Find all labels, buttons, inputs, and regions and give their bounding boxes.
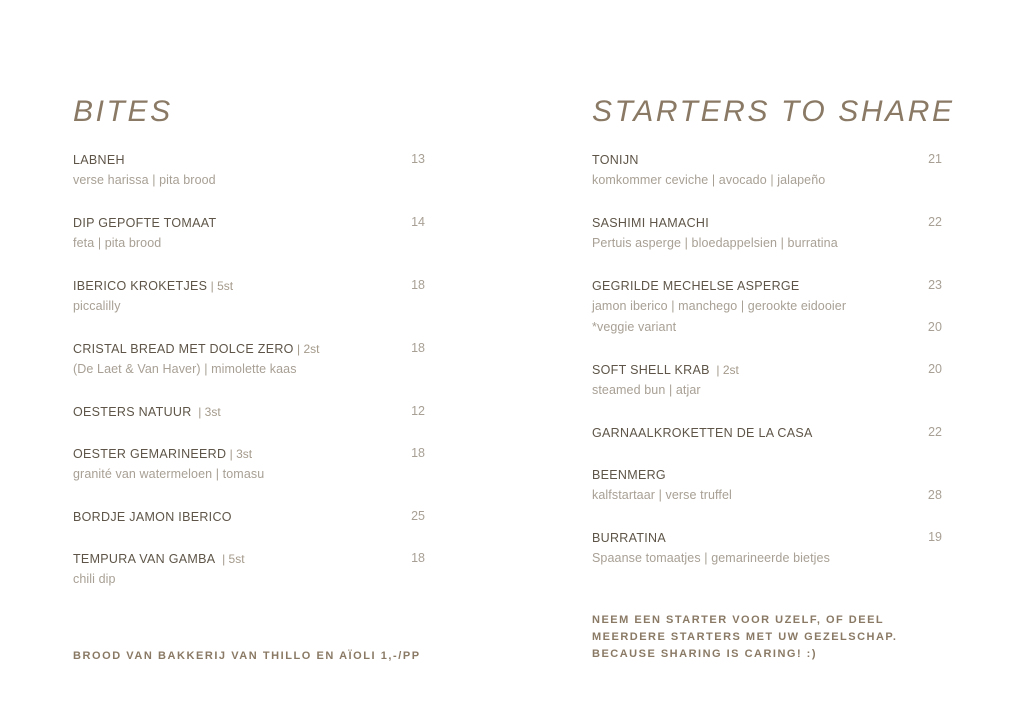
bites-heading: BITES <box>73 94 173 128</box>
item-price: 19 <box>928 530 942 544</box>
item-price: 14 <box>411 215 425 229</box>
item-price: 18 <box>411 278 425 292</box>
sharing-note <box>592 612 897 663</box>
item-name: TONIJN <box>592 153 639 167</box>
item-price: 23 <box>928 278 942 292</box>
item-name: BURRATINA <box>592 531 667 545</box>
menu-item <box>73 212 425 254</box>
starters-heading: STARTERS TO SHARE <box>592 94 955 128</box>
item-description: jamon iberico | manchego | gerookte eidooier <box>592 299 847 313</box>
item-price: 12 <box>411 404 425 418</box>
item-price: 20 <box>928 362 942 376</box>
item-name: IBERICO KROKETJES <box>73 279 208 293</box>
item-price: 28 <box>927 488 942 502</box>
item-price: 18 <box>411 446 425 460</box>
item-description: granité van watermeloen | tomasu <box>73 467 265 481</box>
item-description: steamed bun | atjar <box>592 383 701 397</box>
note-line: MEERDERE STARTERS MET UW GEZELSCHAP. <box>592 631 898 643</box>
menu-item <box>592 422 942 443</box>
item-description: feta | pita brood <box>73 236 162 250</box>
item-name: GEGRILDE MECHELSE ASPERGE <box>592 279 800 293</box>
item-price: 13 <box>411 152 425 166</box>
menu-item <box>592 527 942 569</box>
menu-item <box>73 401 425 422</box>
item-description: komkommer ceviche | avocado | jalapeño <box>592 173 826 187</box>
description-text: kalfstartaar | verse truffel <box>592 488 732 502</box>
item-quantity: | 3st <box>226 447 253 461</box>
item-name: GARNAALKROKETTEN DE LA CASA <box>592 426 813 440</box>
menu-item <box>592 359 942 401</box>
note-line: BECAUSE SHARING IS CARING! :) <box>592 648 818 660</box>
menu-item <box>73 338 425 380</box>
item-description: (De Laet & Van Haver) | mimolette kaas <box>73 362 297 376</box>
item-description: verse harissa | pita brood <box>73 173 216 187</box>
menu-item <box>73 275 425 317</box>
item-name: CRISTAL BREAD MET DOLCE ZERO <box>73 342 294 356</box>
item-name: BEENMERG <box>592 468 666 482</box>
item-quantity: | 5st <box>215 552 245 566</box>
item-description <box>592 485 942 506</box>
note-line: NEEM EEN STARTER VOOR UZELF, OF DEEL <box>592 614 885 626</box>
item-price: 22 <box>928 425 942 439</box>
item-name: LABNEH <box>73 153 125 167</box>
item-quantity: | 5st <box>207 279 234 293</box>
item-description: Pertuis asperge | bloedappelsien | burratina <box>592 236 838 250</box>
item-price: 21 <box>928 152 942 166</box>
menu-item <box>73 548 425 590</box>
menu-item <box>73 149 425 191</box>
item-description: Spaanse tomaatjes | gemarineerde bietjes <box>592 551 830 565</box>
item-name: BORDJE JAMON IBERICO <box>73 510 232 524</box>
item-name: OESTER GEMARINEERD <box>73 447 227 461</box>
item-description: piccalilly <box>73 299 121 313</box>
menu-item <box>73 443 425 485</box>
item-name: SASHIMI HAMACHI <box>592 216 710 230</box>
item-description: chili dip <box>73 572 116 586</box>
item-quantity: | 2st <box>709 363 739 377</box>
item-name: TEMPURA VAN GAMBA <box>73 552 216 566</box>
menu-item <box>73 506 425 527</box>
variant-label: *veggie variant <box>592 320 677 334</box>
bread-footer: BROOD VAN BAKKERIJ VAN THILLO EN AÏOLI 1,-/PP <box>73 650 421 662</box>
item-quantity: | 3st <box>191 405 221 419</box>
item-price: 25 <box>411 509 425 523</box>
item-name: DIP GEPOFTE TOMAAT <box>73 216 217 230</box>
menu-item <box>592 212 942 254</box>
item-variant <box>592 317 942 338</box>
menu-item <box>592 464 942 506</box>
item-name: OESTERS NATUUR <box>73 405 192 419</box>
item-quantity: | 2st <box>293 342 320 356</box>
variant-price: 20 <box>927 320 942 334</box>
item-price: 22 <box>928 215 942 229</box>
item-name: SOFT SHELL KRAB <box>592 363 710 377</box>
menu-item <box>592 275 942 338</box>
menu-item <box>592 149 942 191</box>
item-price: 18 <box>411 551 425 565</box>
item-price: 18 <box>411 341 425 355</box>
